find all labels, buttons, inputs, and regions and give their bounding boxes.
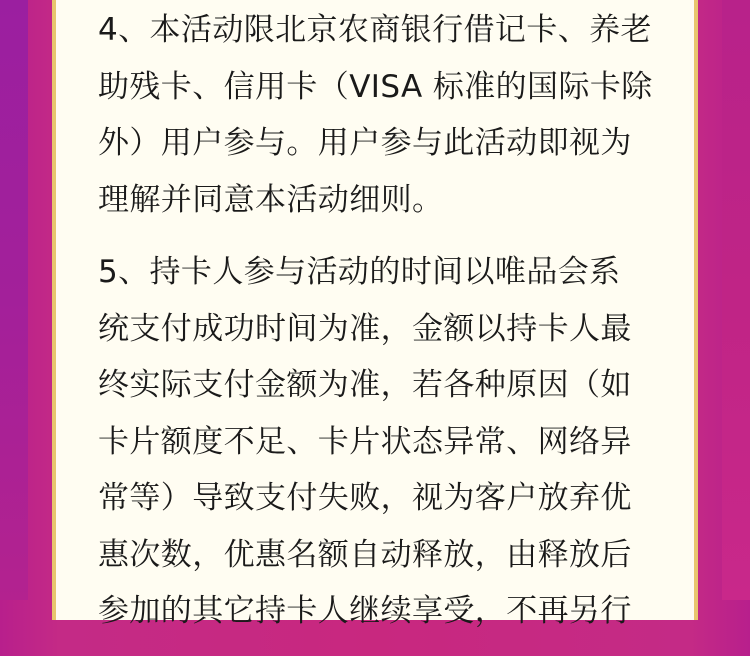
rule-item-5-line: 参加的其它持卡人继续享受，不再另行	[98, 593, 632, 629]
rule-item-4-line: 4、本活动限北京农商银行借记卡、养老	[98, 12, 652, 48]
rule-item-5-line: 统支付成功时间为准，金额以持卡人最	[98, 310, 632, 347]
rules-card	[52, 0, 698, 629]
rule-item-4-line: 理解并同意本活动细则。	[98, 181, 444, 218]
left-decorative-strip	[0, 0, 28, 600]
rules-content	[98, 2, 678, 656]
rule-item-4	[98, 2, 678, 228]
rule-item-5-line: 5、持卡人参与活动的时间以唯品会系	[98, 254, 621, 290]
rule-item-5	[98, 244, 678, 640]
rule-item-5-line: 卡片额度不足、卡片状态异常、网络异	[98, 423, 632, 460]
rule-item-5-line: 终实际支付金额为准，若各种原因（如	[98, 367, 632, 403]
rule-item-5-line: 常等）导致支付失败，视为客户放弃优	[98, 480, 632, 516]
rule-item-4-line: 助残卡、信用卡（VISA 标准的国际卡除	[98, 68, 653, 105]
rule-item-5-line: 惠次数，优惠名额自动释放，由释放后	[98, 536, 632, 573]
rule-item-4-line: 外）用户参与。用户参与此活动即视为	[98, 125, 632, 161]
right-decorative-strip	[722, 0, 750, 600]
